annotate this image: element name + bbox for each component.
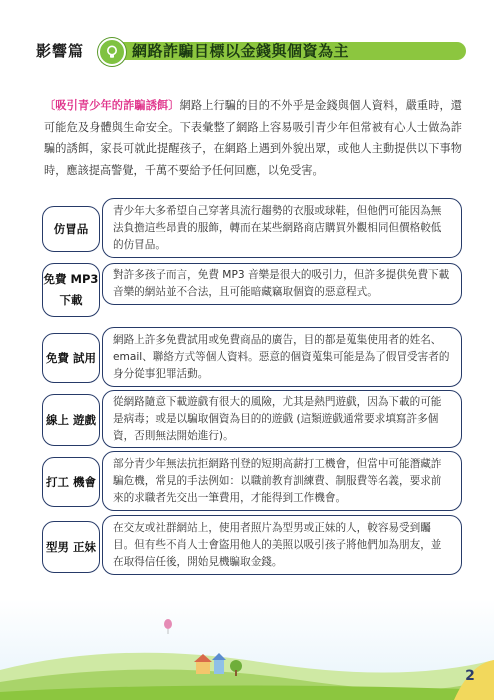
intro-lead: 〔吸引青少年的詐騙誘餌〕 (44, 99, 180, 112)
item-description (102, 451, 462, 511)
item-description (102, 198, 462, 258)
page-number: 2 (465, 668, 475, 684)
section-label: 影響篇 (36, 42, 85, 60)
lightbulb-icon (98, 38, 126, 66)
item-description (102, 515, 462, 575)
item-category: 仿冒品 (42, 206, 100, 252)
item-description (102, 390, 462, 448)
list-item (38, 263, 462, 315)
item-description (102, 263, 462, 305)
list-item (38, 515, 462, 577)
item-category: 免費 試用 (42, 333, 100, 383)
list-item (38, 327, 462, 387)
intro-body: 網路上行騙的目的不外乎是金錢與個人資料，嚴重時，還可能危及身體與生命安全。下表彙整了網路上容易吸引青少年但常被有心人士做為詐騙的誘餌，家長可就此提醒孩子，在網路上遇到外貌出眾，或他人主動提供以下事物時，應該提高警覺，千萬不要給予任何回應，以免受害。 (44, 99, 462, 177)
item-category: 免費 MP3 下載 (42, 263, 100, 317)
item-category: 打工 機會 (42, 457, 100, 507)
item-description (102, 327, 462, 387)
item-category: 型男 正妹 (42, 521, 100, 573)
intro-paragraph (44, 95, 462, 181)
item-description-text: 青少年大多希望自己穿著具流行趨勢的衣服或球鞋，但他們可能因為無法負擔這些昂貴的服飾，轉而在某些網路商店購買外觀相同但價格較低的仿冒品。 (113, 204, 442, 251)
list-item (38, 388, 462, 450)
page-title: 網路詐騙目標以金錢與個資為主 (132, 42, 350, 60)
item-description-text: 網路上許多免費試用或免費商品的廣告，目的都是蒐集使用者的姓名、email、聯絡方式等個人資料。惡意的個資蒐集可能是為了假冒受害者的身分從事犯罪活動。 (113, 333, 450, 380)
page-header (36, 40, 466, 62)
item-description-text: 部分青少年無法抗拒網路刊登的短期高薪打工機會，但當中可能潛藏詐騙危機，常見的手法例如：以職前教育訓練費、制服費等名義，要求前來的求職者先交出一筆費用，才能得到工作機會。 (113, 457, 442, 504)
item-category: 線上 遊戲 (42, 394, 100, 446)
item-description-text: 從網路隨意下載遊戲有很大的風險，尤其是熱門遊戲，因為下載的可能是病毒；或是以騙取個資為目的的遊戲 (這類遊戲通常要求填寫許多個資，否則無法開始進行)。 (113, 395, 442, 442)
landscape-illustration (0, 600, 494, 700)
item-description-text: 對許多孩子而言，免費 MP3 音樂是很大的吸引力，但許多提供免費下載音樂的網站並不合法，且可能暗藏竊取個資的惡意程式。 (113, 269, 450, 298)
item-description-text: 在交友或社群網站上，使用者照片為型男或正妹的人，較容易受到矚目。但有些不肖人士會盜用他人的美照以吸引孩子將他們加為朋友，並在取得信任後，開始見機騙取金錢。 (113, 521, 442, 568)
list-item (38, 451, 462, 511)
list-item (38, 198, 462, 258)
